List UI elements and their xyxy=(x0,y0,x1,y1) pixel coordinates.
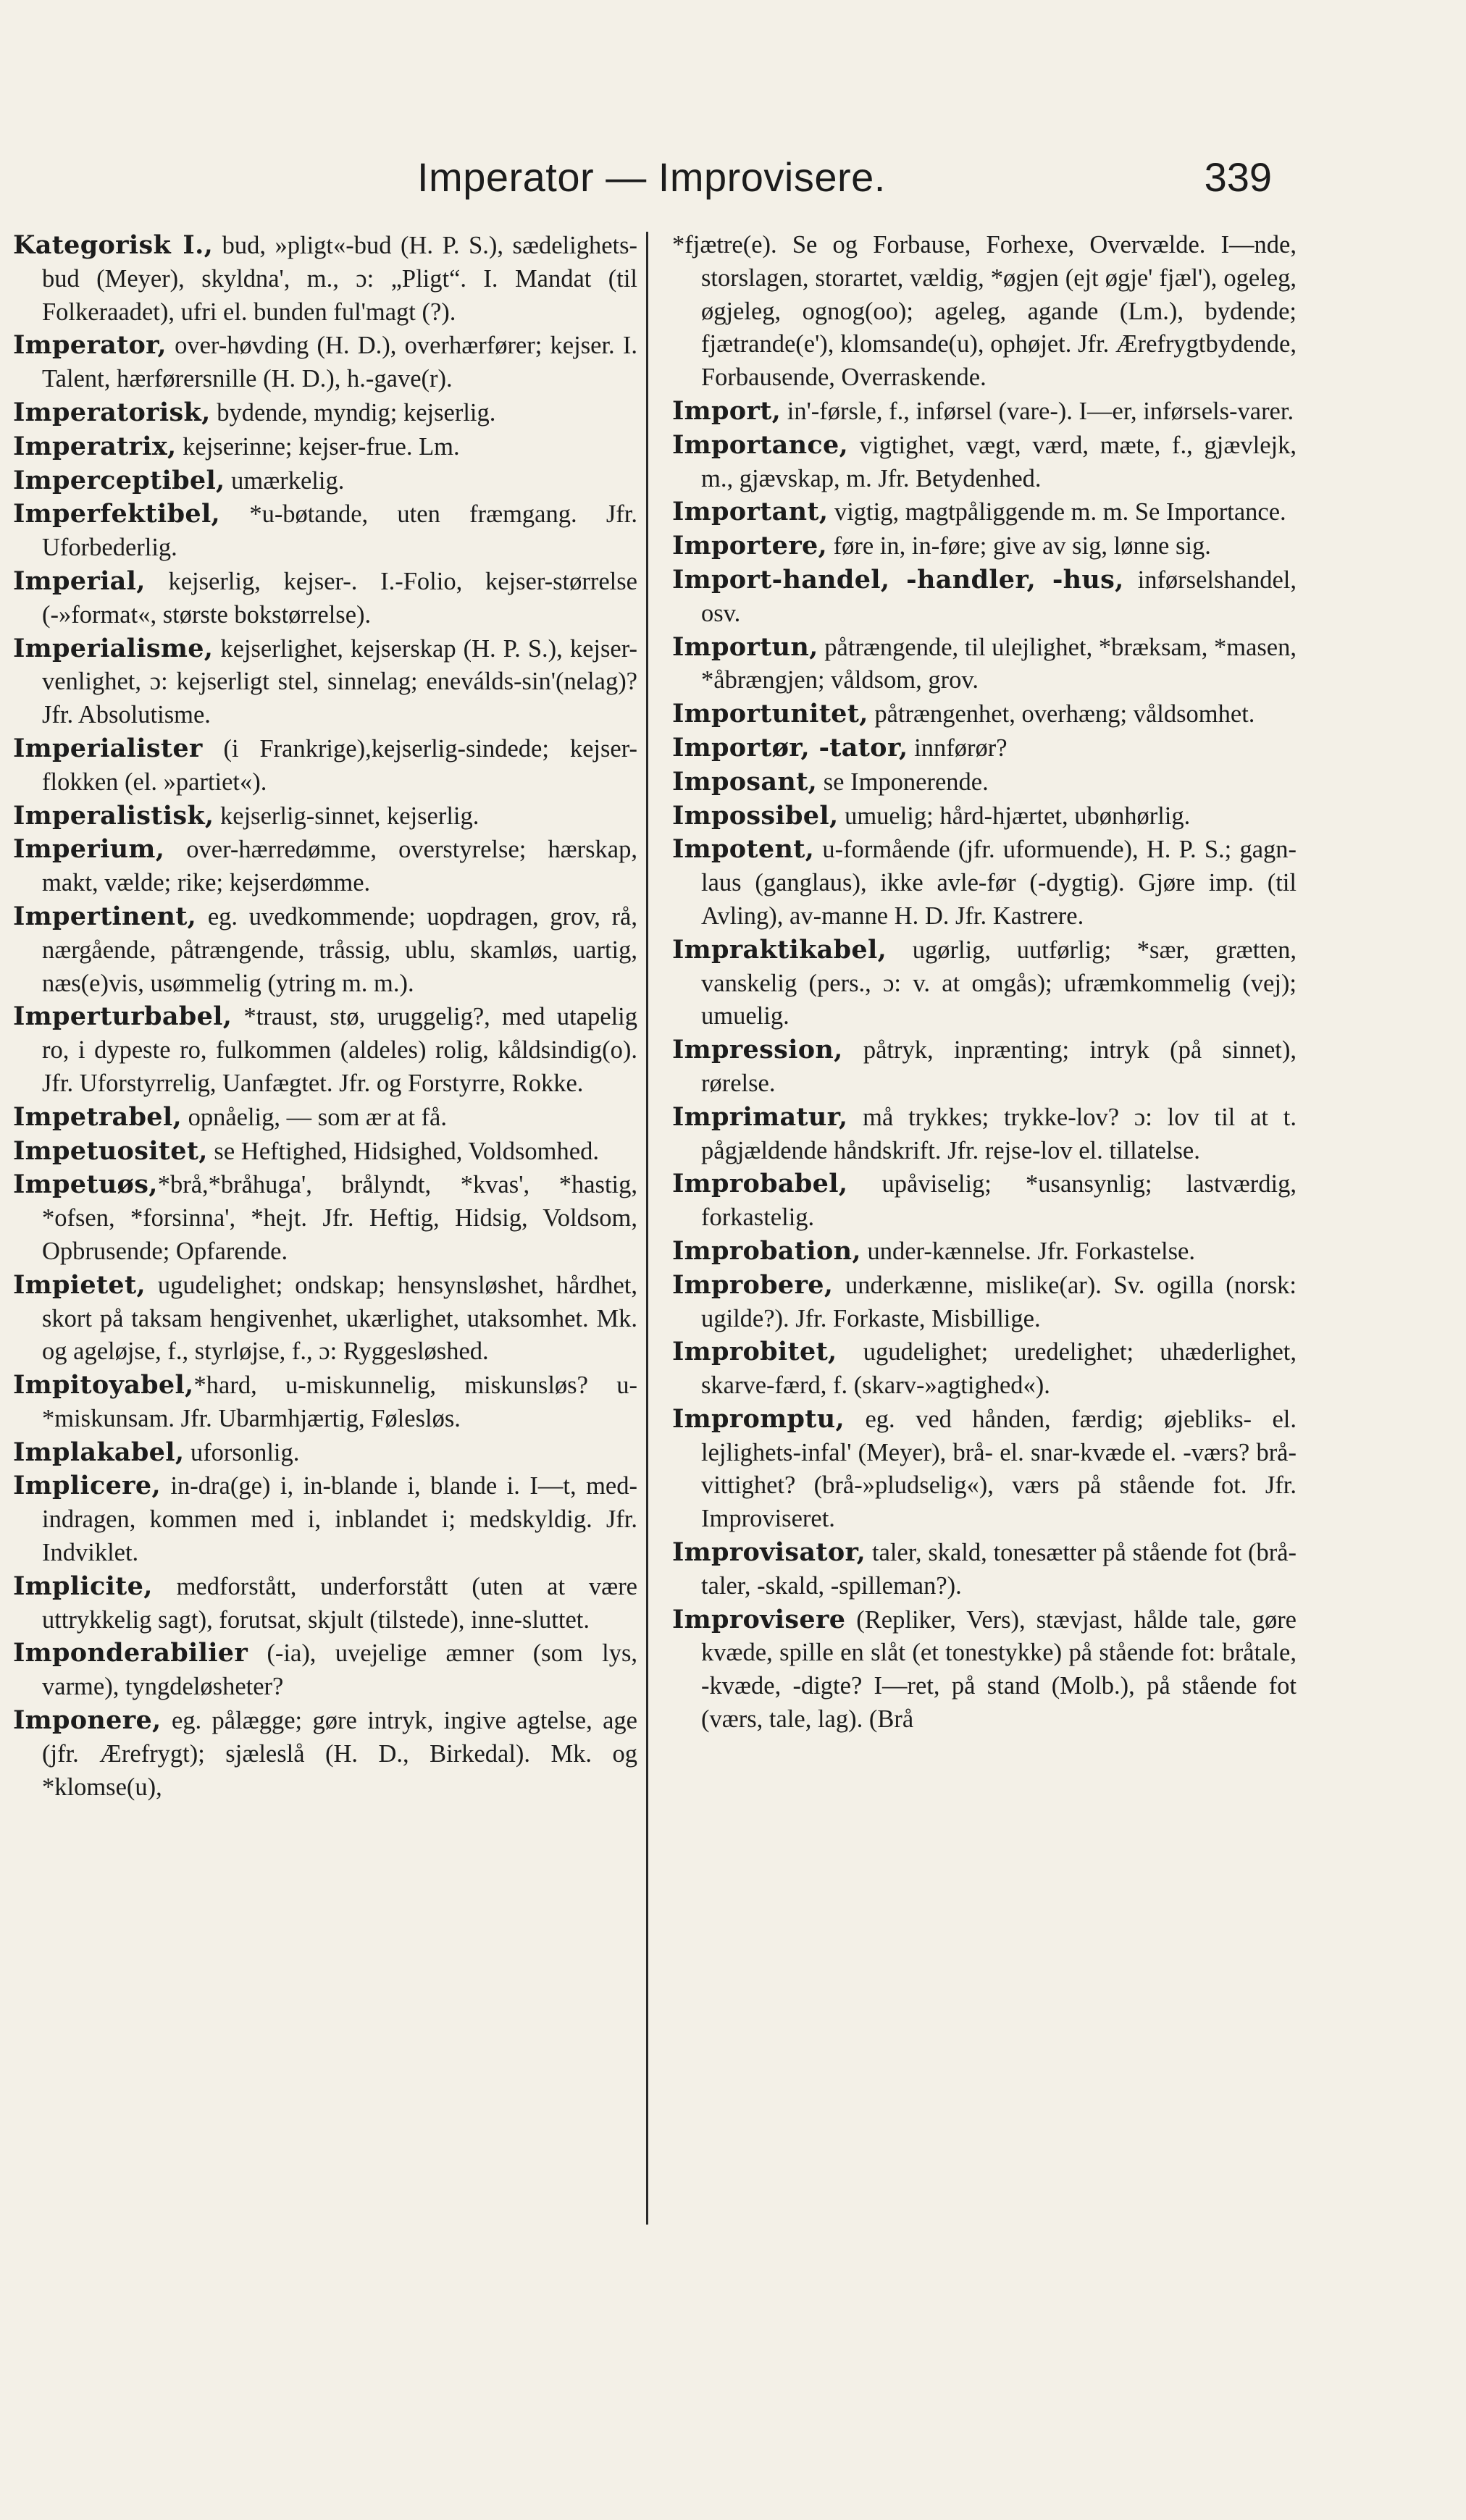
dictionary-entry xyxy=(672,1269,1297,1336)
dictionary-entry xyxy=(672,1235,1297,1269)
entry-definition: kejserlig-sinnet, kejserlig. xyxy=(214,802,479,830)
entry-definition: inførselshandel, osv. xyxy=(701,566,1297,627)
entry-headword: Important, xyxy=(672,497,829,527)
entry-headword: Imperium, xyxy=(13,834,165,865)
entry-headword: Implicite, xyxy=(13,1571,153,1601)
right-column xyxy=(672,229,1297,1736)
entry-definition: ugudelighet; uredelighet; uhæderlighet, skarve-færd, f. (skarv-»agtighed«). xyxy=(701,1338,1297,1400)
dictionary-entry xyxy=(672,765,1297,799)
page-header xyxy=(406,154,1272,211)
entry-definition: opnåelig, — som ær at få. xyxy=(181,1103,447,1131)
entry-headword: Imponderabilier xyxy=(13,1638,248,1668)
entry-definition: in-dra(ge) i, in-blande i, blande i. I—t, med-indragen, kommen med i, inblandet i; medskyldig. Jfr. Indviklet. xyxy=(42,1472,637,1567)
entry-headword: Imperalistisk, xyxy=(13,800,214,831)
column-divider xyxy=(646,232,648,2225)
dictionary-entry xyxy=(13,1704,637,1804)
entry-headword: Impetuositet, xyxy=(13,1135,208,1166)
dictionary-entry xyxy=(13,229,637,329)
entry-definition: bud, »pligt«-bud (H. P. S.), sædelighets-bud (Meyer), skyldna', m., ɔ: „Pligt“. I. Mandat (til Folkeraadet), ufri el. bunden ful'magt (?). xyxy=(42,232,638,326)
dictionary-entry xyxy=(672,1403,1297,1536)
entry-headword: Impossibel, xyxy=(672,800,839,831)
entry-headword: Improbabel, xyxy=(672,1169,848,1199)
entry-headword: Imperialister xyxy=(13,733,203,763)
dictionary-entry xyxy=(672,1033,1297,1101)
dictionary-entry xyxy=(672,429,1297,496)
entry-definition: vigtighet, vægt, værd, mæte, f., gjævlejk, m., gjævskap, m. Jfr. Betydenhed. xyxy=(701,431,1297,492)
dictionary-entry xyxy=(13,1168,637,1268)
entry-definition: kejserlighet, kejserskap (H. P. S.), kejser-venlighet, ɔ: kejserligt stel, sinnelag; eneválds-sin'(nelag)? Jfr. Absolutisme. xyxy=(42,634,637,729)
dictionary-entry xyxy=(672,631,1297,698)
entry-definition: bydende, myndig; kejserlig. xyxy=(210,398,496,427)
entry-definition: *brå,*bråhuga', brålyndt, *kvas', *hastig, *ofsen, *forsinna', *hejt. Jfr. Heftig, Hidsig, Voldsom, Opbrusende; Opfarende. xyxy=(42,1171,637,1265)
entry-definition: u-formående (jfr. uformuende), H. P. S.; gagn-laus (ganglaus), ikke avle-før (-dygtig). Gjøre imp. (til Avling), av-manne H. D. Jfr. Kastrere. xyxy=(701,836,1297,930)
entry-headword: Importunitet, xyxy=(672,699,868,729)
entry-headword: Imperatrix, xyxy=(13,431,177,461)
entry-headword: Import, xyxy=(672,395,782,426)
entry-definition: se Imponerende. xyxy=(817,768,989,796)
entry-headword: Imposant, xyxy=(672,766,818,797)
entry-headword: Imperfektibel, xyxy=(13,499,221,529)
entry-headword: Impetrabel, xyxy=(13,1101,182,1132)
entry-definition: se Heftighed, Hidsighed, Voldsomhed. xyxy=(207,1137,599,1165)
entry-headword: Impotent, xyxy=(672,834,815,865)
dictionary-entry xyxy=(13,497,637,565)
dictionary-entry xyxy=(672,799,1297,833)
dictionary-entry xyxy=(13,732,637,799)
entry-headword: Impietet, xyxy=(13,1269,146,1300)
dictionary-entry xyxy=(13,1469,637,1569)
dictionary-entry xyxy=(13,1135,637,1169)
dictionary-entry xyxy=(13,565,637,632)
left-column xyxy=(13,229,637,1804)
entry-headword: Impitoyabel, xyxy=(13,1370,194,1400)
dictionary-entry xyxy=(13,833,637,900)
entry-definition: under-kænnelse. Jfr. Forkastelse. xyxy=(860,1237,1195,1265)
entry-headword: Importun, xyxy=(672,631,818,662)
entry-definition: eg. pålægge; gøre intryk, ingive agtelse, age (jfr. Ærefrygt); sjæleslå (H. D., Birkedal). Mk. og *klomse(u), xyxy=(42,1707,637,1801)
entry-definition: kejserlig, kejser-. I.-Folio, kejser-størrelse (-»format«, største bokstørrelse). xyxy=(42,567,637,629)
entry-headword: Improvisator, xyxy=(672,1537,866,1568)
dictionary-entry xyxy=(13,396,637,430)
entry-headword: Impromptu, xyxy=(672,1403,845,1434)
entry-headword: Importere, xyxy=(672,531,827,561)
dictionary-entry xyxy=(672,1536,1297,1603)
page-number: 339 xyxy=(1204,154,1272,200)
entry-headword: Impetuøs, xyxy=(13,1169,158,1200)
entry-definition: underkænne, mislike(ar). Sv. ogilla (norsk: ugilde?). Jfr. Forkaste, Misbillige. xyxy=(701,1271,1297,1332)
dictionary-entry xyxy=(672,229,1297,395)
dictionary-entry xyxy=(13,1101,637,1135)
entry-headword: Impression, xyxy=(672,1035,843,1065)
entry-headword: Imperial, xyxy=(13,566,146,596)
entry-definition: uforsonlig. xyxy=(184,1438,300,1466)
dictionary-entry xyxy=(13,430,637,464)
entry-definition: ugudelighet; ondskap; hensynsløshet, hårdhet, skort på taksam hengivenhet, ukærlighet, utaksomhet. Mk. og ageløjse, f., styrløjse, f., ɔ: Ryggesløshed. xyxy=(42,1271,637,1366)
entry-definition: over-høvding (H. D.), overhærfører; kejser. I. Talent, hærførersnille (H. D.), h.-gave(r). xyxy=(42,332,637,393)
entry-definition: over-hærredømme, overstyrelse; hærskap, makt, vælde; rike; kejserdømme. xyxy=(42,836,637,897)
entry-definition: in'-førsle, f., inførsel (vare-). I—er, inførsels-varer. xyxy=(781,397,1294,425)
entry-headword: Implicere, xyxy=(13,1471,161,1501)
dictionary-entry xyxy=(13,1269,637,1369)
entry-headword: Imprimatur, xyxy=(672,1101,848,1132)
entry-headword: Imperialisme, xyxy=(13,633,214,663)
entry-headword: Imperturbabel, xyxy=(13,1001,233,1032)
entry-headword: Improbitet, xyxy=(672,1337,837,1367)
entry-headword: Imperceptibel, xyxy=(13,465,225,495)
entry-definition: ugørlig, uutførlig; *sær, grætten, vanskelig (pers., ɔ: v. at omgås); ufræmkommelig (vej); umuelig. xyxy=(701,936,1297,1030)
dictionary-entry xyxy=(13,329,637,396)
entry-headword: Importance, xyxy=(672,429,849,460)
dictionary-entry xyxy=(672,495,1297,529)
dictionary-entry xyxy=(672,563,1297,631)
running-head: Imperator — Improvisere. xyxy=(417,154,886,200)
entry-definition: medforstått, underforstått (uten at være uttrykkelig sagt), forutsat, skjult (tilstede), inne-sluttet. xyxy=(42,1572,637,1634)
dictionary-entry xyxy=(672,395,1297,429)
entry-headword: Import-handel, -handler, -hus, xyxy=(672,564,1124,595)
dictionary-entry xyxy=(672,1167,1297,1235)
entry-definition: upåviselig; *usansynlig; lastværdig, forkastelig. xyxy=(701,1170,1297,1232)
entry-definition: umærkelig. xyxy=(225,466,345,495)
dictionary-entry xyxy=(13,1436,637,1470)
dictionary-entry xyxy=(672,529,1297,563)
dictionary-entry xyxy=(13,632,637,732)
dictionary-entry xyxy=(672,697,1297,731)
dictionary-entry xyxy=(13,1369,637,1436)
dictionary-entry xyxy=(13,1000,637,1100)
entry-definition: påtryk, inprænting; intryk (på sinnet), rørelse. xyxy=(701,1036,1297,1097)
dictionary-entry xyxy=(13,799,637,833)
entry-headword: Kategorisk I., xyxy=(13,230,214,260)
entry-definition: *u-bøtande, uten fræmgang. Jfr. Uforbederlig. xyxy=(42,500,637,562)
entry-definition: *traust, stø, uruggelig?, med utapelig ro, i dypeste ro, fulkommen (aldeles) rolig, kåldsindig(o). Jfr. Uforstyrrelig, Uanfægtet. Jfr. og Forstyrre, Rokke. xyxy=(42,1003,637,1097)
entry-headword: Improbere, xyxy=(672,1269,834,1300)
entry-definition: eg. ved hånden, færdig; øjebliks- el. lejlighets-infal' (Meyer), brå- el. snar-kvæde el. -værs? brå-vittighet? (brå-»pludselig«), værs på stående fot. Jfr. Improviseret. xyxy=(701,1405,1297,1533)
entry-definition: må trykkes; trykke-lov? ɔ: lov til at t. pågjældende håndskrift. Jfr. rejse-lov el. tillatelse. xyxy=(701,1103,1297,1164)
entry-definition: påtrængende, til ulejlighet, *bræksam, *masen, *åbrængjen; våldsom, grov. xyxy=(701,633,1297,694)
entry-headword: Impertinent, xyxy=(13,901,197,931)
entry-definition: føre in, in-føre; give av sig, lønne sig. xyxy=(827,532,1211,560)
entry-definition: *hard, u-miskunnelig, miskunsløs? u-*miskunsam. Jfr. Ubarmhjærtig, Følesløs. xyxy=(42,1372,637,1432)
entry-definition: *fjætre(e). Se og Forbause, Forhexe, Overvælde. I—nde, storslagen, storartet, vældig, *øgjen (ejt øgje' fjæl'), ogeleg, øgjeleg, ognog(oo); ageleg, agande (Lm.), bydende; fjætrande(e'), klomsande(u), ophøjet. Jfr. Ærefrygtbydende, Forbausende, Overraskende. xyxy=(672,231,1297,392)
entry-definition: umuelig; hård-hjærtet, ubønhørlig. xyxy=(838,802,1191,830)
dictionary-entry xyxy=(13,1637,637,1704)
entry-definition: (Repliker, Vers), stævjast, hålde tale, gøre kvæde, spille en slåt (et tonestykke) på stående fot: bråtale, -kvæde, -digte? I—ret, på stand (Molb.), på stående fot (værs, tale, lag). (Brå xyxy=(701,1605,1297,1734)
dictionary-entry xyxy=(672,933,1297,1033)
entry-definition: eg. uvedkommende; uopdragen, grov, rå, nærgående, påtrængende, tråssig, ublu, skamløs, uartig, næs(e)vis, usømmelig (ytring m. m.). xyxy=(42,902,637,997)
dictionary-entry xyxy=(13,1570,637,1637)
entry-headword: Improbation, xyxy=(672,1235,861,1266)
entry-definition: påtrængenhet, overhæng; våldsomhet. xyxy=(868,700,1255,728)
entry-headword: Impraktikabel, xyxy=(672,934,887,965)
dictionary-entry xyxy=(672,731,1297,765)
entry-headword: Imperator, xyxy=(13,330,167,361)
dictionary-entry xyxy=(672,1335,1297,1403)
entry-definition: vigtig, magtpåliggende m. m. Se Importance. xyxy=(828,498,1286,526)
entry-definition: taler, skald, tonesætter på stående fot (brå-taler, -skald, -spilleman?). xyxy=(701,1539,1297,1600)
entry-definition: kejserinne; kejser-frue. Lm. xyxy=(176,432,460,461)
dictionary-entry xyxy=(672,833,1297,933)
dictionary-entry xyxy=(13,900,637,1000)
entry-definition: innførør? xyxy=(908,734,1008,762)
dictionary-entry xyxy=(13,464,637,498)
entry-headword: Improvisere xyxy=(672,1604,846,1634)
entry-headword: Implakabel, xyxy=(13,1437,185,1467)
entry-definition: (i Frankrige),kejserlig-sindede; kejser-flokken (el. »partiet«). xyxy=(42,734,637,796)
entry-headword: Importør, -tator, xyxy=(672,732,908,763)
dictionary-entry xyxy=(672,1603,1297,1736)
entry-definition: (-ia), uvejelige æmner (som lys, varme), tyngdeløsheter? xyxy=(42,1639,637,1701)
entry-headword: Imponere, xyxy=(13,1705,162,1736)
dictionary-entry xyxy=(672,1101,1297,1168)
entry-headword: Imperatorisk, xyxy=(13,397,211,427)
